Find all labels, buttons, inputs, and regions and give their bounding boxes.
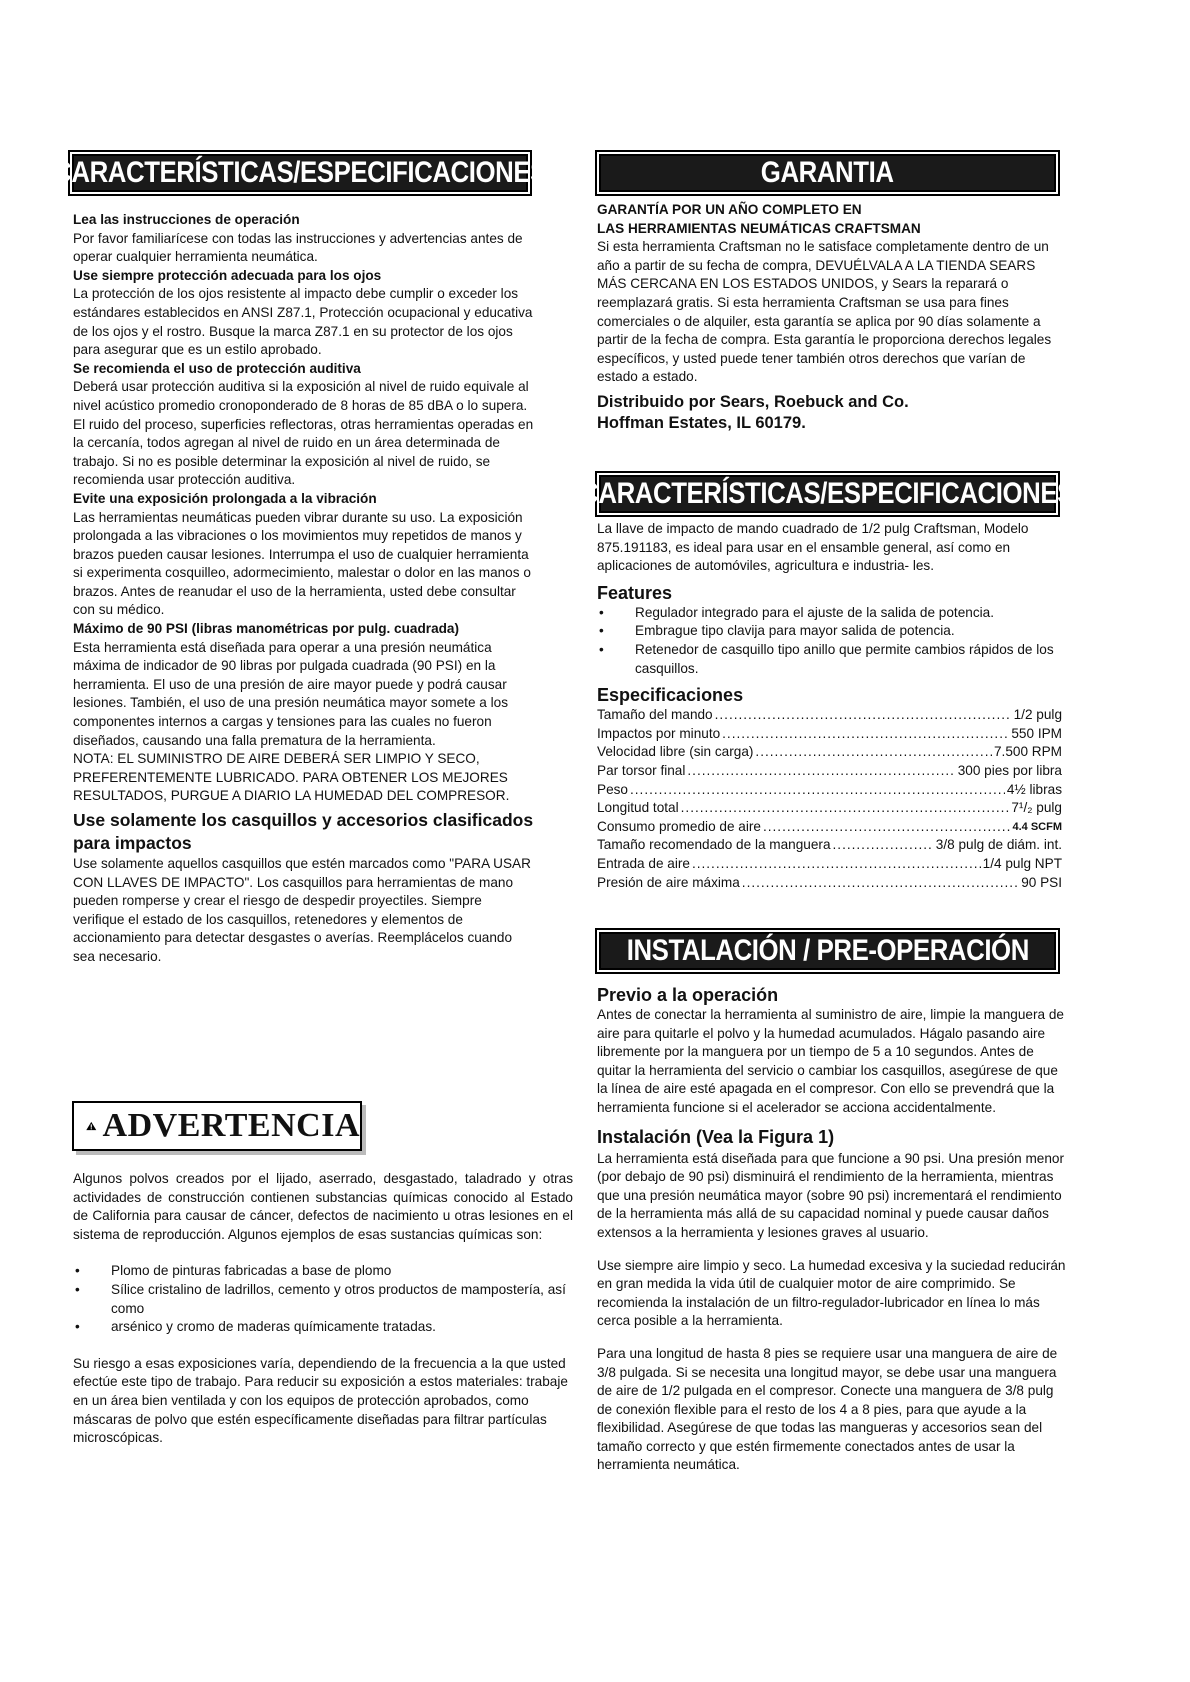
- warranty-heading: GARANTÍA POR UN AÑO COMPLETO EN: [597, 202, 862, 217]
- spec-value: 300 pies por libra: [957, 762, 1062, 778]
- install-banner-title: INSTALACIÓN / PRE-OPERACIÓN: [626, 934, 1029, 967]
- section-body: La protección de los ojos resistente al impacto debe cumplir o exceder los estándares establecidos en ANSI Z87.1, Protección ocupacional y educativa de los ojos y el rostro. Busque la marca Z87.1 en su protector de los ojos para asegurar que es un estilo aprobado.: [73, 286, 533, 358]
- specs-intro: La llave de impacto de mando cuadrado de 1/2 pulg Craftsman, Modelo 875.191183, es ideal para usar en el ensamble general, así como en aplicaciones de automóviles, agricultura e industria- les.: [597, 521, 1029, 574]
- install-heading: Instalación (Vea la Figura 1): [597, 1126, 835, 1147]
- spec-label: Peso: [597, 781, 628, 797]
- warranty-body: Si esta herramienta Craftsman no le satisface completamente dentro de un año a partir de su fecha de compra, DEVUÉLVALA A LA TIENDA SEARS MÁS CERCANA EN LOS ESTADOS UNIDOS, y Sears la reparará o reemplazará gratis. Si esta herramienta Craftsman se usa para fines comerciales o de alquiler, esta garantía se aplica por 90 días solamente a partir de la fecha de compra. Esta garantía le proporciona derechos legales específicos, y usted puede tener también otros derechos que varían de estado a estado.: [597, 239, 1052, 385]
- spec-value: 90 PSI: [1021, 874, 1062, 890]
- spec-row: [597, 874, 1062, 893]
- spec-row: [597, 799, 1062, 818]
- install-paragraph: Use siempre aire limpio y seco. La humedad excesiva y la suciedad reducirán en gran medida la vida útil de cualquier motor de aire comprimido. Se recomienda la instalación de un filtro-regulador-lubricador en línea lo más cerca posible a la herramienta.: [597, 1257, 1066, 1329]
- specs-text: [597, 520, 1062, 892]
- nota-text: NOTA: EL SUMINISTRO DE AIRE DEBERÁ SER LIMPIO Y SECO, PREFERENTEMENTE LUBRICADO. PARA OBTENER LOS MEJORES RESULTADOS, PURGUE A DIARIO LA HUMEDAD DEL COMPRESOR.: [73, 751, 510, 804]
- sockets-heading: Use solamente los casquillos y accesorios clasificados para impactos: [73, 810, 534, 853]
- list-item: • Regulador integrado para el ajuste de la salida de potencia.: [597, 604, 1062, 623]
- section-heading: Evite una exposición prolongada a la vibración: [73, 490, 377, 506]
- specs-banner-title: CARACTERÍSTICAS/ESPECIFICACIONES: [580, 477, 1075, 510]
- left-safety-text: [73, 211, 535, 967]
- spec-label: Longitud total: [597, 800, 679, 816]
- warranty-banner: [595, 150, 1060, 196]
- spec-label: Presión de aire máxima: [597, 874, 740, 890]
- features-list: [597, 604, 1062, 678]
- list-item: • Plomo de pinturas fabricadas a base de plomo: [73, 1262, 573, 1281]
- list-item: • Retenedor de casquillo tipo anillo que permite cambios rápidos de los casquillos.: [597, 641, 1062, 678]
- spec-value: 7¹/₂ pulg: [1011, 800, 1062, 816]
- install-banner: [595, 928, 1060, 974]
- spec-row: [597, 836, 1062, 855]
- spec-label: Tamaño del mando: [597, 707, 713, 723]
- specs-banner: [580, 471, 1075, 517]
- warning-title: ADVERTENCIA: [102, 1107, 360, 1144]
- spec-value: 4.4 SCFM: [1012, 820, 1062, 833]
- spec-label: Par torsor final: [597, 762, 686, 778]
- warning-triangle-icon: [86, 1109, 97, 1143]
- spec-row: [597, 855, 1062, 874]
- specs-table: [597, 706, 1062, 892]
- section-heading: Lea las instrucciones de operación: [73, 212, 300, 227]
- section-body: Las herramientas neumáticas pueden vibrar durante su uso. La exposición prolongada a las vibraciones o los movimientos muy repetidos de manos y brazos pueden causar lesiones. Interrumpa el uso de cualquier herramienta si experimenta cosquilleo, adormecimiento, malestar o dolor en las manos o brazos. Antes de reanudar el uso de la herramienta, usted debe consultar con su médico.: [73, 509, 531, 618]
- distributor-line: Hoffman Estates, IL 60179.: [597, 413, 806, 432]
- spec-label: Velocidad libre (sin carga): [597, 744, 754, 760]
- distributor-line: Distribuido por Sears, Roebuck and Co.: [597, 392, 909, 411]
- section-heading: Use siempre protección adecuada para los ojos: [73, 267, 382, 283]
- spec-row: [597, 725, 1062, 744]
- warranty-heading: LAS HERRAMIENTAS NEUMÁTICAS CRAFTSMAN: [597, 220, 921, 236]
- spec-label: Tamaño recomendado de la manguera: [597, 837, 831, 853]
- spec-value: 3/8 pulg de diám. int.: [935, 837, 1062, 853]
- spec-value: 1/2 pulg: [1013, 707, 1062, 723]
- section-heading: Máximo de 90 PSI (libras manométricas por pulg. cuadrada): [73, 621, 460, 637]
- install-paragraph: Para una longitud de hasta 8 pies se requiere usar una manguera de aire de 3/8 pulgada. Si se necesita una longitud mayor, se debe usar una manguera de aire de 1/2 pulgada en el compresor. Conecte una manguera de 3/8 pulg de conexión flexible para el resto de los 4 a 8 pies, para que ayude a la flexibilidad. Asegúrese de que todas las mangueras y accesorios sean del tamaño correcto y que estén firmemente conectados antes de usar la herramienta neumática.: [597, 1345, 1058, 1473]
- warning-outro: Su riesgo a esas exposiciones varía, dependiendo de la frecuencia a la que usted efectúe este tipo de trabajo. Para reducir su exposición a estos materiales: trabaje en un área bien ventilada y con los equipos de protección aprobados, como máscaras de polvo que estén específicamente diseñadas para filtrar partículas microscópicas.: [73, 1355, 568, 1446]
- install-text: [597, 984, 1067, 1475]
- warranty-banner-title: GARANTIA: [761, 156, 894, 189]
- spec-row: [597, 818, 1062, 837]
- preop-heading: Previo a la operación: [597, 985, 779, 1005]
- sockets-body: Use solamente aquellos casquillos que estén marcados como "PARA USAR CON LLAVES DE IMPACTO". Los casquillos para herramientas de mano pueden romperse y crear el riesgo de despedir proyectiles. Siempre verifique el estado de los casquillos, retenedores y elementos de accionamiento para detectar desgastes o averías. Reemplácelos cuando sea necesario.: [73, 856, 531, 964]
- spec-value: 1/4 pulg NPT: [982, 855, 1062, 871]
- left-banner-title: CARACTERÍSTICAS/ESPECIFICACIONES: [53, 156, 547, 189]
- left-section-banner: [53, 150, 547, 196]
- install-paragraph: La herramienta está diseñada para que funcione a 90 psi. Una presión menor (por debajo de 90 psi) disminuirá el rendimiento de la herramienta, mientras que una presión neumática mayor (sobre 90 psi) incrementará el rendimiento de la herramienta más allá de su capacidad nominal y puede causar daños extensos a la herramienta y lesiones graves al usuario.: [597, 1150, 1065, 1240]
- spec-row: [597, 762, 1062, 781]
- warning-box: [72, 1101, 362, 1151]
- spec-row: [597, 743, 1062, 762]
- spec-label: Entrada de aire: [597, 855, 690, 871]
- spec-row: [597, 781, 1062, 800]
- features-heading: Features: [597, 582, 673, 603]
- warning-list: [73, 1262, 573, 1336]
- spec-label: Consumo promedio de aire: [597, 818, 761, 834]
- list-item: • Embrague tipo clavija para mayor salida de potencia.: [597, 622, 1062, 641]
- spec-value: 4½ libras: [1006, 781, 1062, 797]
- spec-value: 550 IPM: [1011, 725, 1062, 741]
- specs-heading: Especificaciones: [597, 685, 744, 706]
- warning-text: [73, 1170, 573, 1448]
- section-body: Por favor familiarícese con todas las instrucciones y advertencias antes de operar cualquier herramienta neumática.: [73, 230, 523, 265]
- section-heading: Se recomienda el uso de protección auditiva: [73, 360, 361, 376]
- spec-label: Impactos por minuto: [597, 725, 721, 741]
- section-body: Deberá usar protección auditiva si la exposición al nivel de ruido equivale al nivel acústico promedio cronoponderado de 8 horas de 85 dBA o lo supera. El ruido del proceso, superficies reflectoras, otras herramientas operadas en la cercanía, todos agregan al nivel de ruido en un área determinada de trabajo. Si no es posible determinar la exposición al nivel de ruido, se recomienda usar protección auditiva.: [73, 379, 534, 488]
- preop-body: Antes de conectar la herramienta al suministro de aire, limpie la manguera de aire para quitarle el polvo y la humedad acumulados. Hágalo pasando aire libremente por la manguera por un tiempo de 5 a 10 segundos. Antes de quitar la herramienta del servicio o cambiar los casquillos, asegúrese de que la línea de aire esté apagada en el compresor. Con ello se prevendrá que la herramienta funcione si el acelerador se acciona accidentalmente.: [597, 1007, 1064, 1115]
- spec-value: 7.500 RPM: [993, 744, 1062, 760]
- section-body: Esta herramienta está diseñada para operar a una presión neumática máxima de indicador de 90 libras por pulgada cuadrada (90 PSI) en la herramienta. El uso de una presión de aire mayor puede y podrá causar lesiones. También, el uso de una presión neumática mayor somete a los componentes internos a cargas y tensiones para las cuales no fueron diseñados, causando una falla prematura de la herramienta.: [73, 639, 508, 748]
- list-item: • arsénico y cromo de maderas químicamente tratadas.: [73, 1318, 573, 1337]
- spec-row: [597, 706, 1062, 725]
- warning-intro: Algunos polvos creados por el lijado, aserrado, desgastado, taladrado y otras actividades de construcción contienen substancias químicas conocido al Estado de California para causar de cáncer, defectos de nacimiento u otras lesiones en el sistema de reproducción. Algunos ejemplos de esas sustancias químicas son:: [73, 1171, 573, 1242]
- warranty-text: [597, 201, 1062, 434]
- list-item: • Sílice cristalino de ladrillos, cemento y otros productos de mampostería, así como: [73, 1281, 573, 1318]
